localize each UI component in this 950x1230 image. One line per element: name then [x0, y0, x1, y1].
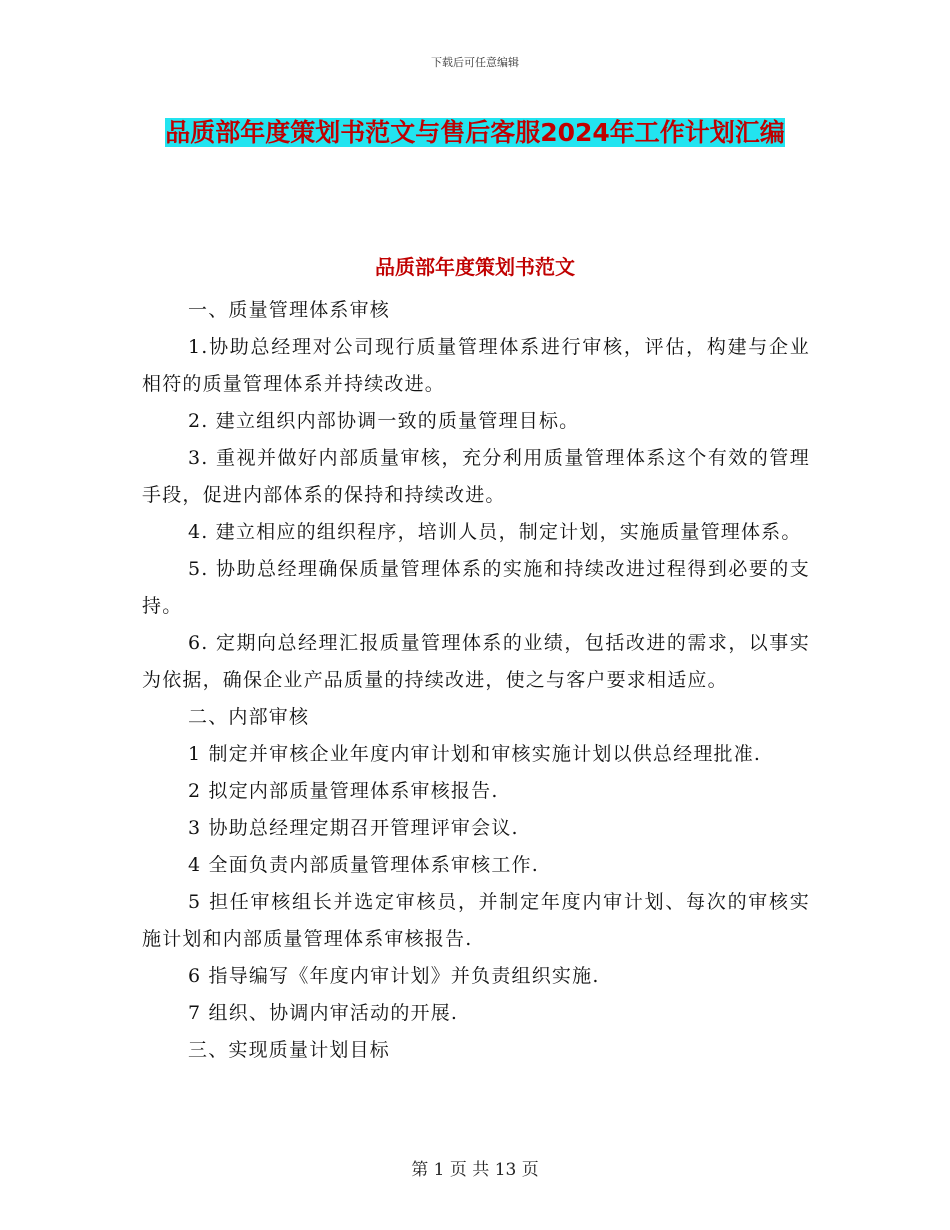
heading-quality-plan-goals: 三、实现质量计划目标 [188, 1039, 391, 1061]
page-number-footer: 第 1 页 共 13 页 [411, 1160, 539, 1180]
audit-item-4: 4 全面负责内部质量管理体系审核工作. [188, 854, 539, 876]
audit-item-3: 3 协助总经理定期召开管理评审会议. [188, 817, 519, 839]
audit-item-6: 6 指导编写《年度内审计划》并负责组织实施. [188, 965, 600, 987]
paragraph-item-1: 1.协助总经理对公司现行质量管理体系进行审核，评估，构建与企业相符的质量管理体系并持续改进。 [142, 336, 810, 395]
header-note: 下载后可任意编辑 [431, 56, 519, 69]
paragraph-item-5: 5. 协助总经理确保质量管理体系的实施和持续改进过程得到必要的支持。 [142, 558, 810, 617]
paragraph-item-3: 3. 重视并做好内部质量审核，充分利用质量管理体系这个有效的管理手段，促进内部体系的保持和持续改进。 [142, 447, 810, 506]
document-title-text: 品质部年度策划书范文与售后客服2024年工作计划汇编 [165, 118, 785, 147]
paragraph-item-2: 2. 建立组织内部协调一致的质量管理目标。 [188, 410, 580, 432]
document-body [142, 292, 810, 1069]
heading-quality-system-audit: 一、质量管理体系审核 [188, 299, 391, 321]
paragraph-item-6: 6. 定期向总经理汇报质量管理体系的业绩，包括改进的需求，以事实为依据，确保企业产品质量的持续改进，使之与客户要求相适应。 [142, 632, 810, 691]
paragraph-item-4: 4. 建立相应的组织程序，培训人员，制定计划，实施质量管理体系。 [188, 521, 802, 543]
audit-item-5: 5 担任审核组长并选定审核员，并制定年度内审计划、每次的审核实施计划和内部质量管理体系审核报告. [142, 891, 810, 950]
audit-item-7: 7 组织、协调内审活动的开展. [188, 1002, 459, 1024]
heading-internal-audit: 二、内部审核 [188, 706, 310, 728]
audit-item-2: 2 拟定内部质量管理体系审核报告. [188, 780, 499, 802]
section-title: 品质部年度策划书范文 [375, 255, 575, 279]
audit-item-1: 1 制定并审核企业年度内审计划和审核实施计划以供总经理批准. [188, 743, 762, 765]
document-title [140, 110, 810, 156]
